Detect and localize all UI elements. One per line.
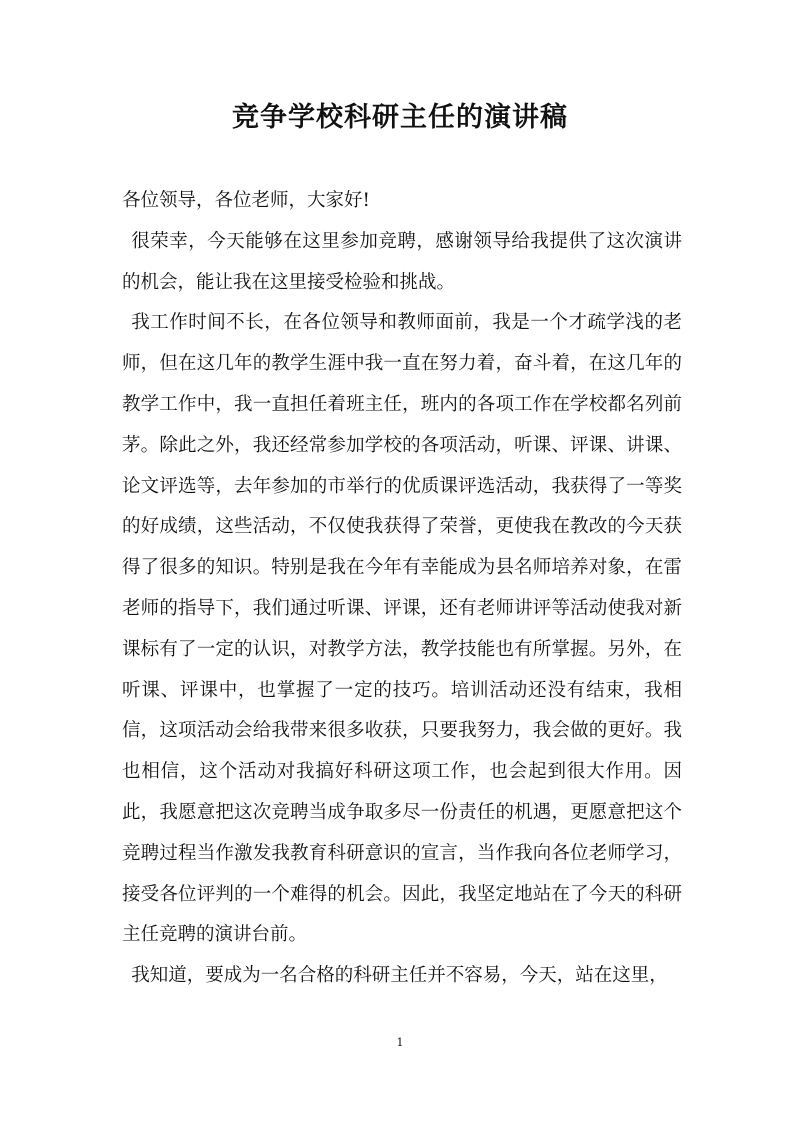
body-paragraph: 很荣幸，今天能够在这里参加竞聘，感谢领导给我提供了这次演讲的机会，能让我在这里接受检验和挑战。 bbox=[122, 230, 682, 293]
body-paragraph: 我知道，要成为一名合格的科研主任并不容易，今天，站在这里， bbox=[131, 965, 668, 987]
document-title: 竞争学校科研主任的演讲稿 bbox=[232, 102, 568, 133]
greeting-paragraph: 各位领导，各位老师，大家好! bbox=[122, 190, 370, 211]
document-body bbox=[122, 181, 682, 997]
page-number: 1 bbox=[396, 1036, 404, 1049]
body-paragraph: 我工作时间不长，在各位领导和教师面前，我是一个才疏学浅的老师，但在这几年的教学生涯中我一直在努力着，奋斗着，在这几年的教学工作中，我一直担任着班主任，班内的各项工作在学校都名列前茅。除此之外，我还经常参加学校的各项活动，听课、评课、讲课、论文评选等，去年参加的市举行的优质课评选活动，我获得了一等奖的好成绩，这些活动，不仅使我获得了荣誉，更使我在教改的今天获得了很多的知识。特别是我在今年有幸能成为县名师培养对象，在雷老师的指导下，我们通过听课、评课，还有老师讲评等活动使我对新课标有了一定的认识，对教学方法，教学技能也有所掌握。另外，在听课、评课中，也掌握了一定的技巧。培训活动还没有结束，我相信，这项活动会给我带来很多收获，只要我努力，我会做的更好。我也相信，这个活动对我搞好科研这项工作，也会起到很大作用。因此，我愿意把这次竞聘当成争取多尽一份责任的机遇，更愿意把这个竞聘过程当作激发我教育科研意识的宣言，当作我向各位老师学习，接受各位评判的一个难得的机会。因此，我坚定地站在了今天的科研主任竞聘的演讲台前。 bbox=[122, 312, 682, 946]
